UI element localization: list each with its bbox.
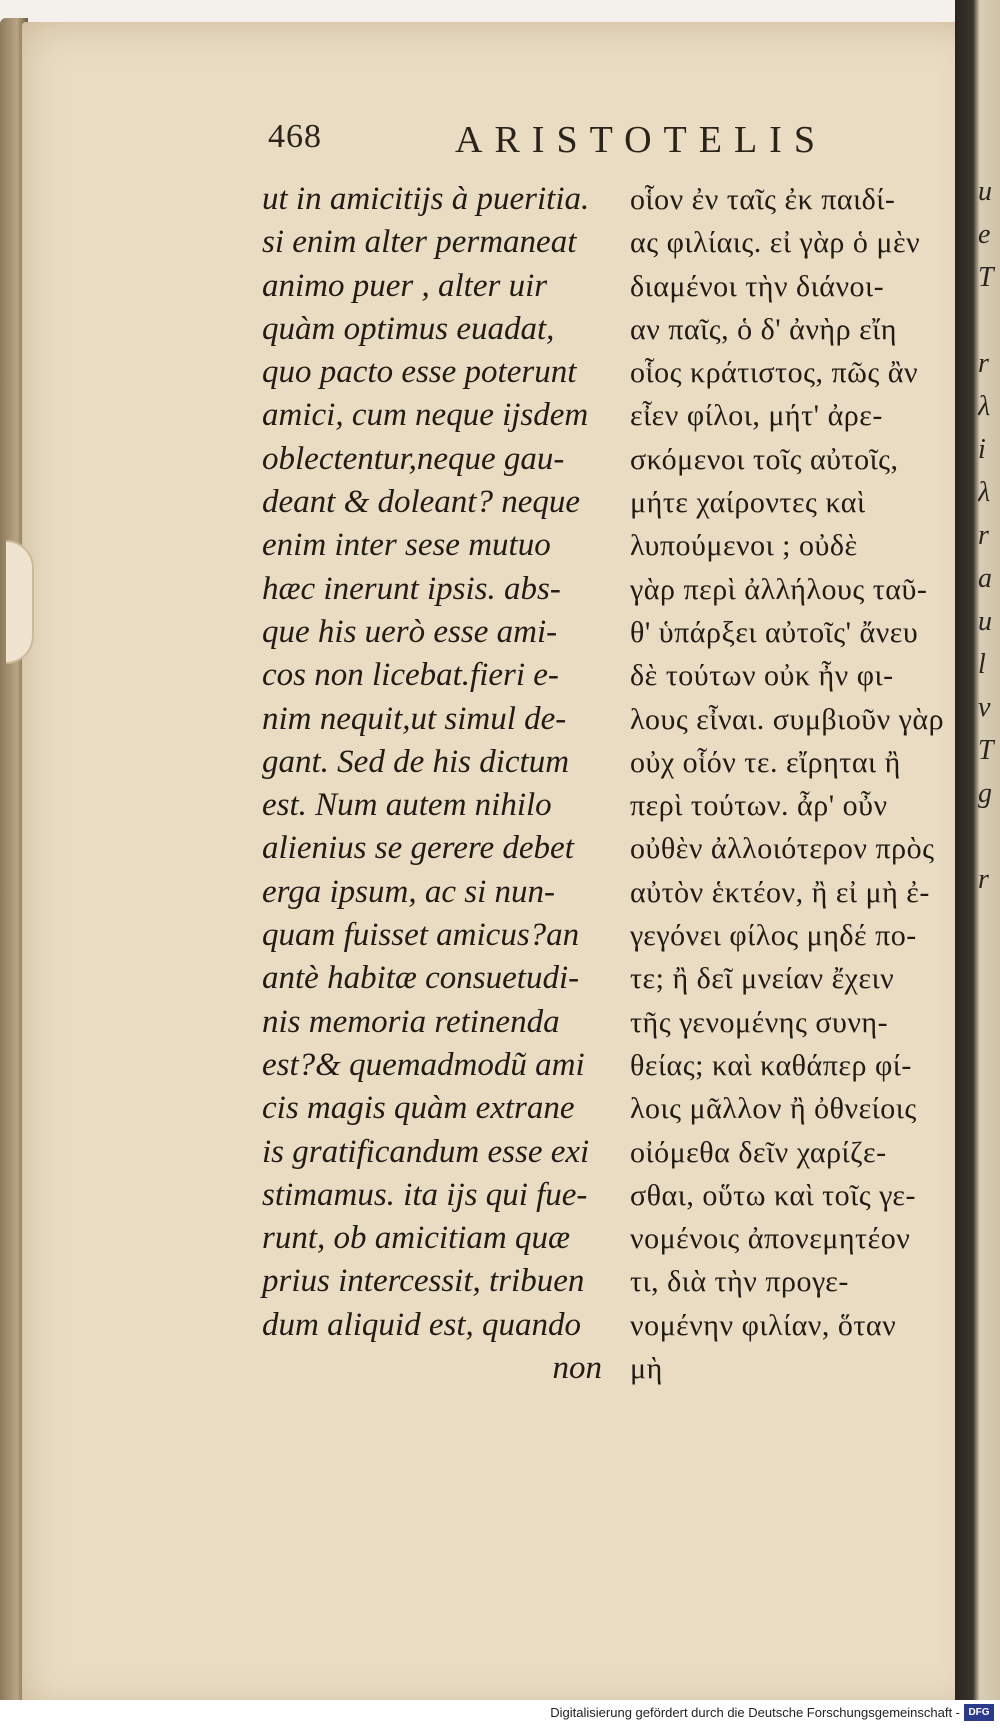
- next-page-letter: e: [978, 219, 991, 250]
- greek-line: εἶεν φίλοι, μήτ' ἀρε-: [630, 399, 883, 433]
- latin-line: gant. Sed de his dictum: [262, 743, 570, 780]
- latin-text-column: [262, 178, 602, 1390]
- latin-line: oblectentur,neque gau-: [262, 440, 565, 477]
- next-page-letter: i: [978, 434, 986, 465]
- latin-line: ut in amicitijs à pueritia.: [262, 181, 590, 217]
- latin-line: hæc inerunt ipsis. abs-: [262, 570, 561, 607]
- next-page-letter: [978, 299, 1000, 342]
- latin-line: que his uerò esse ami-: [262, 613, 558, 650]
- greek-line: μὴ: [630, 1352, 663, 1386]
- latin-line: deant & doleant? neque: [262, 484, 581, 521]
- next-page-letter: r: [978, 520, 989, 551]
- next-page-letter: a: [978, 563, 992, 594]
- greek-line: λοις μᾶλλον ἢ ὀθνείοις: [630, 1092, 917, 1126]
- greek-line: μήτε χαίροντες καὶ: [630, 486, 866, 520]
- greek-line: αν παῖς, ὁ δ' ἀνὴρ εἴη: [630, 312, 897, 346]
- latin-line: est?& quemadmodũ ami: [262, 1046, 585, 1083]
- next-page-letter: l: [978, 649, 986, 680]
- latin-line: alienius se gerere debet: [262, 830, 574, 867]
- next-page-letter: [978, 1073, 1000, 1116]
- greek-line: οὐχ οἷόν τε. εἴρηται ἢ: [630, 745, 901, 779]
- next-page-letter: [978, 1159, 1000, 1202]
- next-page-letter: [978, 944, 1000, 987]
- latin-line: amici, cum neque ijsdem: [262, 397, 589, 434]
- greek-line: σκόμενοι τοῖς αὐτοῖς,: [630, 442, 899, 476]
- next-page-letter: λ: [978, 477, 991, 508]
- greek-line: τι, διὰ τὴν προγε-: [630, 1265, 849, 1299]
- greek-line: νομένην φιλίαν, ὅταν: [630, 1308, 897, 1342]
- latin-line: is gratificandum esse exi: [262, 1133, 590, 1170]
- latin-line: quàm optimus euadat,: [262, 310, 555, 347]
- next-page-letter: [978, 987, 1000, 1030]
- next-page-letter: [978, 1202, 1000, 1245]
- page-tab-marker: [6, 540, 34, 664]
- latin-line: cis magis quàm extrane: [262, 1090, 575, 1127]
- greek-line: διαμένοι τὴν διάνοι-: [630, 269, 885, 303]
- greek-line: θείας; καὶ καθάπερ φί-: [630, 1048, 912, 1082]
- next-page-letter: [978, 1030, 1000, 1073]
- latin-line: quam fuisset amicus?an: [262, 917, 580, 954]
- latin-line: animo puer , alter uir: [262, 267, 548, 304]
- next-page-letter: T: [978, 262, 994, 293]
- greek-line: περὶ τούτων. ἆρ' οὖν: [630, 789, 888, 823]
- latin-line: quo pacto esse poterunt: [262, 354, 577, 391]
- page-header: [0, 118, 1000, 168]
- next-page-letter: [978, 815, 1000, 858]
- greek-line: τῆς γενομένης συνη-: [630, 1005, 889, 1039]
- latin-line: non: [552, 1350, 602, 1387]
- funding-credit: Digitalisierung gefördert durch die Deutsche Forschungsgemeinschaft -: [550, 1705, 960, 1720]
- page-number: 468: [268, 118, 322, 155]
- latin-line: si enim alter permaneat: [262, 224, 577, 261]
- latin-line: enim inter sese mutuo: [262, 527, 551, 564]
- next-page-letter: λ: [978, 391, 991, 422]
- next-page-letter: r: [978, 348, 989, 379]
- next-page-fragment: [978, 170, 1000, 1420]
- greek-line: αὐτὸν ἑκτέον, ἢ εἰ μὴ ἐ-: [630, 875, 930, 909]
- greek-text-column: [630, 178, 950, 1390]
- greek-line: λυπούμενοι ; οὐδὲ: [630, 529, 858, 563]
- greek-line: ας φιλίαις. εἰ γὰρ ὁ μὲν: [630, 226, 921, 260]
- greek-line: γεγόνει φίλος μηδέ πο-: [630, 919, 917, 953]
- greek-line: οἰόμεθα δεῖν χαρίζε-: [630, 1135, 887, 1169]
- greek-line: σθαι, οὕτω καὶ τοῖς γε-: [630, 1178, 916, 1212]
- latin-line: est. Num autem nihilo: [262, 787, 552, 824]
- next-page-letter: g: [978, 778, 992, 809]
- greek-line: οἷος κράτιστος, πῶς ἂν: [630, 356, 919, 390]
- greek-line: οἷον ἐν ταῖς ἐκ παιδί-: [630, 183, 896, 216]
- latin-line: antè habitæ consuetudi-: [262, 960, 580, 997]
- next-page-letter: [978, 1116, 1000, 1159]
- greek-line: νομένοις ἀπονεμητέον: [630, 1222, 911, 1256]
- greek-line: δὲ τούτων οὐκ ἦν φι-: [630, 659, 894, 693]
- latin-line: nis memoria retinenda: [262, 1003, 560, 1040]
- latin-line: cos non licebat.fieri e-: [262, 657, 559, 694]
- greek-line: οὐθὲν ἀλλοιότερον πρὸς: [630, 832, 935, 866]
- latin-line: nim nequit,ut simul de-: [262, 700, 567, 737]
- running-title: ARISTOTELIS: [455, 119, 827, 161]
- latin-line: stimamus. ita ijs qui fue-: [262, 1176, 588, 1213]
- next-page-letter: T: [978, 735, 994, 766]
- latin-line: runt, ob amicitiam quæ: [262, 1220, 571, 1257]
- footer-bar: [0, 1700, 1000, 1728]
- greek-line: θ' ὑπάρξει αὐτοῖς' ἄνευ: [630, 615, 919, 649]
- dfg-logo: DFG: [964, 1704, 994, 1721]
- greek-line: λους εἶναι. συμβιοῦν γὰρ: [630, 702, 945, 736]
- latin-line: prius intercessit, tribuen: [262, 1263, 585, 1300]
- next-page-letter: [978, 901, 1000, 944]
- next-page-letter: u: [978, 606, 992, 637]
- next-page-letter: u: [978, 176, 992, 207]
- greek-line: γὰρ περὶ ἀλλήλους ταῦ-: [630, 572, 928, 606]
- next-page-letter: r: [978, 864, 989, 895]
- next-page-letter: v: [978, 692, 991, 723]
- latin-line: erga ipsum, ac si nun-: [262, 873, 556, 910]
- greek-line: τε; ἢ δεῖ μνείαν ἔχειν: [630, 962, 895, 996]
- latin-line: dum aliquid est, quando: [262, 1306, 581, 1343]
